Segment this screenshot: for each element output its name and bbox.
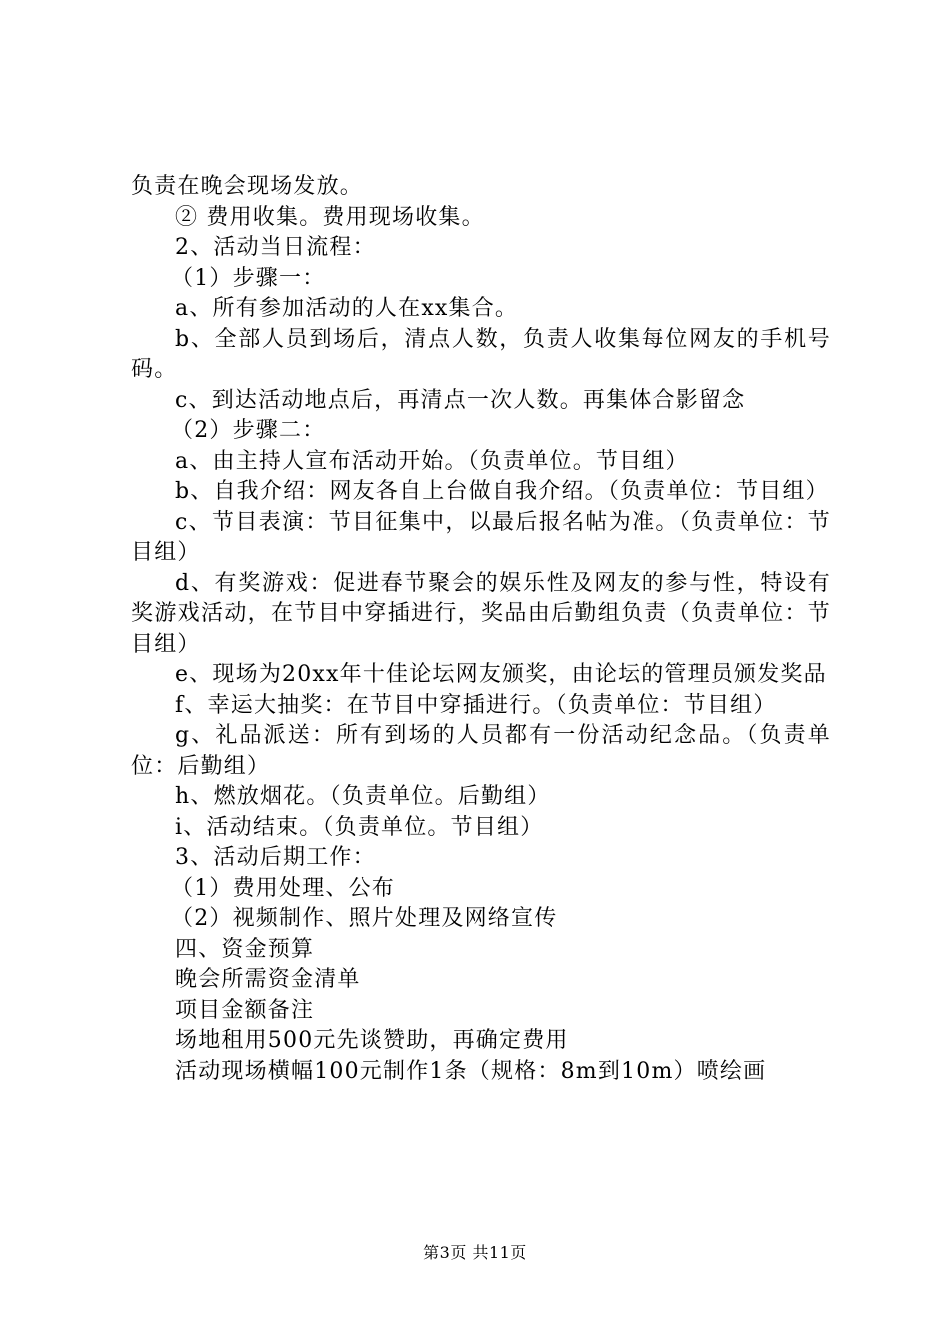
paragraph-20: （2）视频制作、照片处理及网络宣传 [171, 906, 558, 931]
paragraph-3: 2、活动当日流程： [175, 235, 376, 260]
paragraph-7: c、到达活动地点后，再清点一次人数。再集体合影留念 [175, 387, 746, 413]
paragraph-22: 晚会所需资金清单 [175, 967, 361, 992]
paragraph-8: （2）步骤二： [171, 418, 326, 443]
paragraph-25: 活动现场横幅100元制作1条（规格：8m到10m）喷绘画 [175, 1058, 767, 1084]
paragraph-23: 项目金额备注 [175, 997, 315, 1023]
page-footer [0, 1243, 950, 1263]
paragraph-13: e、现场为20xx年十佳论坛网友颁奖，由论坛的管理员颁发奖品 [175, 662, 827, 687]
paragraph-6: b、全部人员到场后，清点人数，负责人收集每位网友的手机号码。 [131, 326, 831, 382]
paragraph-2: ② 费用收集。费用现场收集。 [175, 204, 485, 230]
paragraph-16: h、燃放烟花。（负责单位。后勤组） [175, 784, 551, 809]
paragraph-1: 负责在晚会现场发放。 [131, 174, 364, 199]
paragraph-24: 场地租用500元先谈赞助，再确定费用 [175, 1028, 569, 1053]
paragraph-21: 四、资金预算 [175, 936, 315, 962]
paragraph-10: b、自我介绍：网友各自上台做自我介绍。（负责单位：节目组） [175, 479, 829, 504]
paragraph-15: g、礼品派送：所有到场的人员都有一份活动纪念品。（负责单位：后勤组） [131, 723, 831, 779]
paragraph-17: i、活动结束。（负责单位。节目组） [175, 814, 544, 840]
paragraph-18: 3、活动后期工作： [175, 845, 376, 870]
paragraph-9: a、由主持人宣布活动开始。（负责单位。节目组） [175, 448, 689, 474]
page-number-label: 第3页 共11页 [423, 1243, 527, 1262]
paragraph-11: c、节目表演：节目征集中，以最后报名帖为准。（负责单位：节目组） [131, 509, 831, 565]
paragraph-4: （1）步骤一： [171, 265, 326, 291]
paragraph-19: （1）费用处理、公布 [171, 875, 395, 901]
paragraph-12: d、有奖游戏：促进春节聚会的娱乐性及网友的参与性，特设有奖游戏活动，在节目中穿插进行，奖品由后勤组负责（负责单位：节目组） [131, 570, 831, 657]
paragraph-5: a、所有参加活动的人在xx集合。 [175, 296, 519, 321]
document-body [131, 172, 831, 1087]
paragraph-14: f、幸运大抽奖：在节目中穿插进行。（负责单位：节目组） [175, 692, 777, 718]
